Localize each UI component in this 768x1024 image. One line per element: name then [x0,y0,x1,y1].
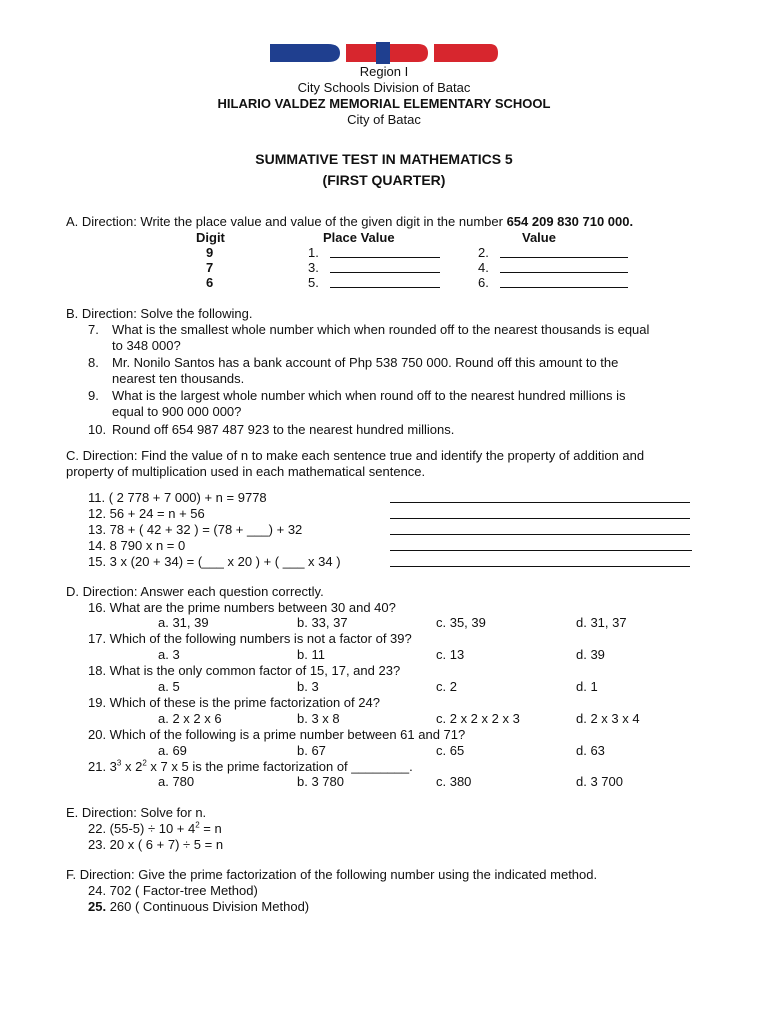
item-12: 12. 56 + 24 = n + 56 [88,506,205,521]
section-f-direction: F. Direction: Give the prime factorization of the following number using the indicated method. [66,867,598,882]
item-23: 23. 20 x ( 6 + 7) ÷ 5 = n [88,837,224,852]
answer-5-num: 5. [308,275,319,290]
item-9-line1: What is the largest whole number which when round off to the nearest hundred millions is [112,388,626,403]
q21-exp1: 3 [116,758,122,768]
item-22 [88,821,222,837]
item-10-num: 10. [88,422,107,437]
division: City Schools Division of Batac [297,80,471,95]
q21-post: x 7 x 5 is the prime factorization of ________. [146,759,413,774]
item-10-line1: Round off 654 987 487 923 to the nearest hundred millions. [112,422,455,437]
question-16: 16. What are the prime numbers between 30 and 40? [88,600,396,615]
col-place-value: Place Value [323,230,395,245]
city: City of Batac [347,112,421,127]
item-9-num: 9. [88,388,99,403]
choice-16-d[interactable]: d. 31, 37 [576,615,627,630]
choice-21-d[interactable]: d. 3 700 [576,774,623,789]
question-20: 20. Which of the following is a prime number between 61 and 71? [88,727,466,742]
item-14-blank[interactable] [390,538,692,551]
item-13-blank[interactable] [390,522,690,535]
digit-9: 9 [206,245,214,260]
digit-6: 6 [206,275,214,290]
choice-18-b[interactable]: b. 3 [297,679,319,694]
choice-21-a[interactable]: a. 780 [158,774,195,789]
item-7-line2: to 348 000? [112,338,181,353]
test-title: SUMMATIVE TEST IN MATHEMATICS 5 [255,151,513,167]
col-digit: Digit [196,230,225,245]
choice-18-a[interactable]: a. 5 [158,679,180,694]
choice-21-c[interactable]: c. 380 [436,774,472,789]
choice-20-d[interactable]: d. 63 [576,743,605,758]
deped-logo [268,42,500,64]
question-19: 19. Which of these is the prime factorization of 24? [88,695,380,710]
item-25-num: 25. [88,899,107,914]
choice-16-b[interactable]: b. 33, 37 [297,615,348,630]
choice-19-d[interactable]: d. 2 x 3 x 4 [576,711,640,726]
choice-20-c[interactable]: c. 65 [436,743,465,758]
answer-4-num: 4. [478,260,489,275]
quarter: (FIRST QUARTER) [322,172,446,188]
answer-4-blank[interactable] [500,260,628,273]
item-25-text: 260 ( Continuous Division Method) [106,899,310,914]
section-a-direction-text: A. Direction: Write the place value and value of the given digit in the number [66,214,507,229]
item-11-blank[interactable] [390,490,690,503]
choice-20-b[interactable]: b. 67 [297,743,326,758]
section-c-direction-line2: property of multiplication used in each mathematical sentence. [66,464,426,479]
region: Region I [359,64,409,79]
item-12-blank[interactable] [390,506,690,519]
answer-1-num: 1. [308,245,319,260]
choice-16-c[interactable]: c. 35, 39 [436,615,486,630]
item-8-num: 8. [88,355,99,370]
choice-21-b[interactable]: b. 3 780 [297,774,344,789]
item-9-line2: equal to 900 000 000? [112,404,242,419]
choice-17-b[interactable]: b. 11 [297,647,325,662]
section-a-direction [66,214,633,230]
question-17: 17. Which of the following numbers is not a factor of 39? [88,631,412,646]
school-name: HILARIO VALDEZ MEMORIAL ELEMENTARY SCHOOL [217,96,551,111]
choice-18-d[interactable]: d. 1 [576,679,598,694]
item-24: 24. 702 ( Factor-tree Method) [88,883,258,898]
item-11: 11. ( 2 778 + 7 000) + n = 9778 [88,490,267,505]
question-18: 18. What is the only common factor of 15, 17, and 23? [88,663,401,678]
answer-5-blank[interactable] [330,275,440,288]
choice-17-a[interactable]: a. 3 [158,647,180,662]
item-22-post: = n [199,821,222,836]
choice-17-c[interactable]: c. 13 [436,647,465,662]
choice-20-a[interactable]: a. 69 [158,743,187,758]
answer-2-num: 2. [478,245,489,260]
item-7-num: 7. [88,322,99,337]
choice-17-d[interactable]: d. 39 [576,647,605,662]
item-7-line1: What is the smallest whole number which when rounded off to the nearest thousands is equal [112,322,650,337]
item-22-pre: 22. (55-5) ÷ 10 + 4 [88,821,196,836]
section-b-direction: B. Direction: Solve the following. [66,306,253,321]
digit-7: 7 [206,260,214,275]
answer-6-num: 6. [478,275,489,290]
choice-16-a[interactable]: a. 31, 39 [158,615,209,630]
item-22-exp: 2 [195,820,200,830]
q21-mid: x 2 [121,759,143,774]
answer-1-blank[interactable] [330,245,440,258]
item-25 [88,899,309,915]
section-c-direction-line1: C. Direction: Find the value of n to make each sentence true and identify the property of addition and [66,448,645,463]
section-e-direction: E. Direction: Solve for n. [66,805,207,820]
col-value: Value [522,230,556,245]
choice-18-c[interactable]: c. 2 [436,679,457,694]
answer-3-blank[interactable] [330,260,440,273]
item-15-blank[interactable] [390,554,690,567]
question-21 [88,759,413,775]
q21-exp2: 2 [142,758,147,768]
choice-19-b[interactable]: b. 3 x 8 [297,711,340,726]
section-a-number: 654 209 830 710 000. [506,214,634,229]
item-8-line1: Mr. Nonilo Santos has a bank account of Php 538 750 000. Round off this amount to the [112,355,619,370]
choice-19-a[interactable]: a. 2 x 2 x 6 [158,711,222,726]
deped-logo-graphic [268,42,500,64]
q21-pre: 21. 3 [88,759,117,774]
item-13: 13. 78 + ( 42 + 32 ) = (78 + ___) + 32 [88,522,303,537]
item-14: 14. 8 790 x n = 0 [88,538,186,553]
item-8-line2: nearest ten thousands. [112,371,245,386]
item-15: 15. 3 x (20 + 34) = (___ x 20 ) + ( ___ x 34 ) [88,554,341,569]
section-d-direction: D. Direction: Answer each question correctly. [66,584,324,599]
choice-19-c[interactable]: c. 2 x 2 x 2 x 3 [436,711,520,726]
answer-2-blank[interactable] [500,245,628,258]
answer-3-num: 3. [308,260,319,275]
answer-6-blank[interactable] [500,275,628,288]
